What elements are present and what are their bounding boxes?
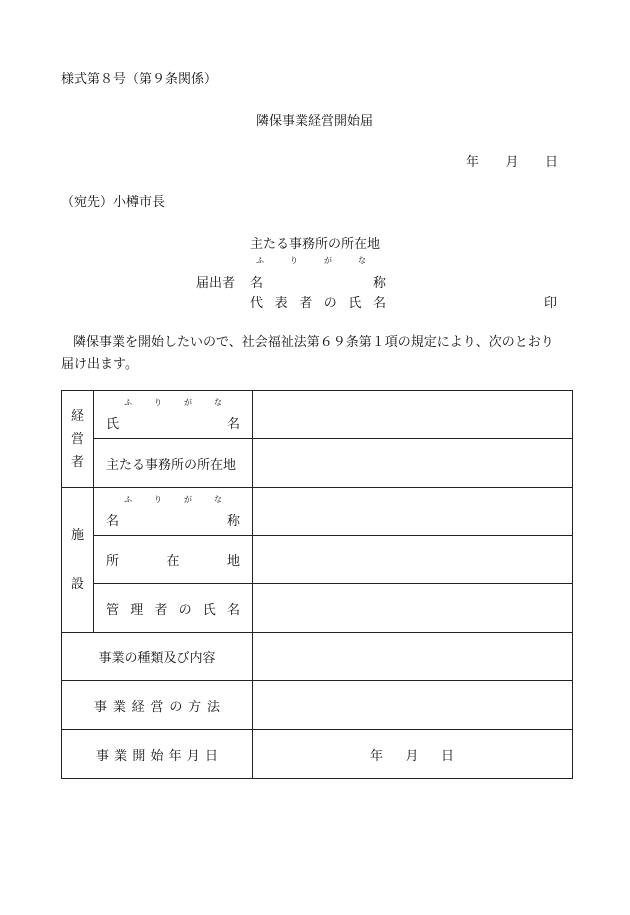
table-row (62, 536, 573, 584)
date-month: 月 (505, 155, 519, 170)
notification-table (61, 390, 573, 779)
body-text-line2: 届け出ます。 (61, 357, 138, 372)
applicant-furigana: ふ り が な (256, 256, 366, 265)
operator-name-label: ふ り が な 氏 名 (94, 391, 253, 439)
document-title: 隣保事業経営開始届 (256, 114, 374, 129)
operator-office-field[interactable] (253, 439, 573, 488)
facility-manager-label: 管 理 者 の 氏 名 (94, 584, 253, 633)
seal-mark: 印 (544, 296, 558, 311)
addressee: （宛先）小樽市長 (61, 195, 166, 210)
start-date-label: 事 業 開 始 年 月 日 (62, 730, 253, 779)
facility-group-label: 施 設 (62, 488, 94, 633)
table-row (62, 584, 573, 633)
table-row (62, 730, 573, 779)
table-row (62, 439, 573, 488)
business-method-field[interactable] (253, 681, 573, 730)
business-type-label: 事業の種類及び内容 (62, 633, 253, 681)
date-year: 年 (466, 155, 480, 170)
business-method-label: 事 業 経 営 の 方 法 (62, 681, 253, 730)
applicant-name-label: 名 称 (250, 276, 386, 291)
facility-name-field[interactable] (253, 488, 573, 536)
filer-label: 届出者 (196, 276, 236, 291)
facility-location-field[interactable] (253, 536, 573, 584)
table-row (62, 633, 573, 681)
submission-date (466, 151, 558, 170)
representative-label: 代 表 者 の 氏 名 (250, 296, 386, 311)
operator-office-label: 主たる事務所の所在地 (94, 439, 253, 488)
table-row (62, 681, 573, 730)
body-text-line1: 隣保事業を開始したいので、社会福祉法第６９条第１項の規定により、次のとおり (73, 335, 554, 350)
facility-name-label: ふ り が な 名 称 (94, 488, 253, 536)
date-day: 日 (544, 155, 558, 170)
operator-group-label: 経 営 者 (62, 391, 94, 488)
facility-manager-field[interactable] (253, 584, 573, 633)
form-number: 様式第８号（第９条関係） (61, 72, 218, 87)
table-row (62, 488, 573, 536)
business-type-field[interactable] (253, 633, 573, 681)
applicant-office-label: 主たる事務所の所在地 (250, 237, 381, 252)
facility-location-label: 所 在 地 (94, 536, 253, 584)
operator-name-field[interactable] (253, 391, 573, 439)
start-date-field[interactable]: 年 月 日 (253, 730, 573, 779)
table-row (62, 391, 573, 439)
